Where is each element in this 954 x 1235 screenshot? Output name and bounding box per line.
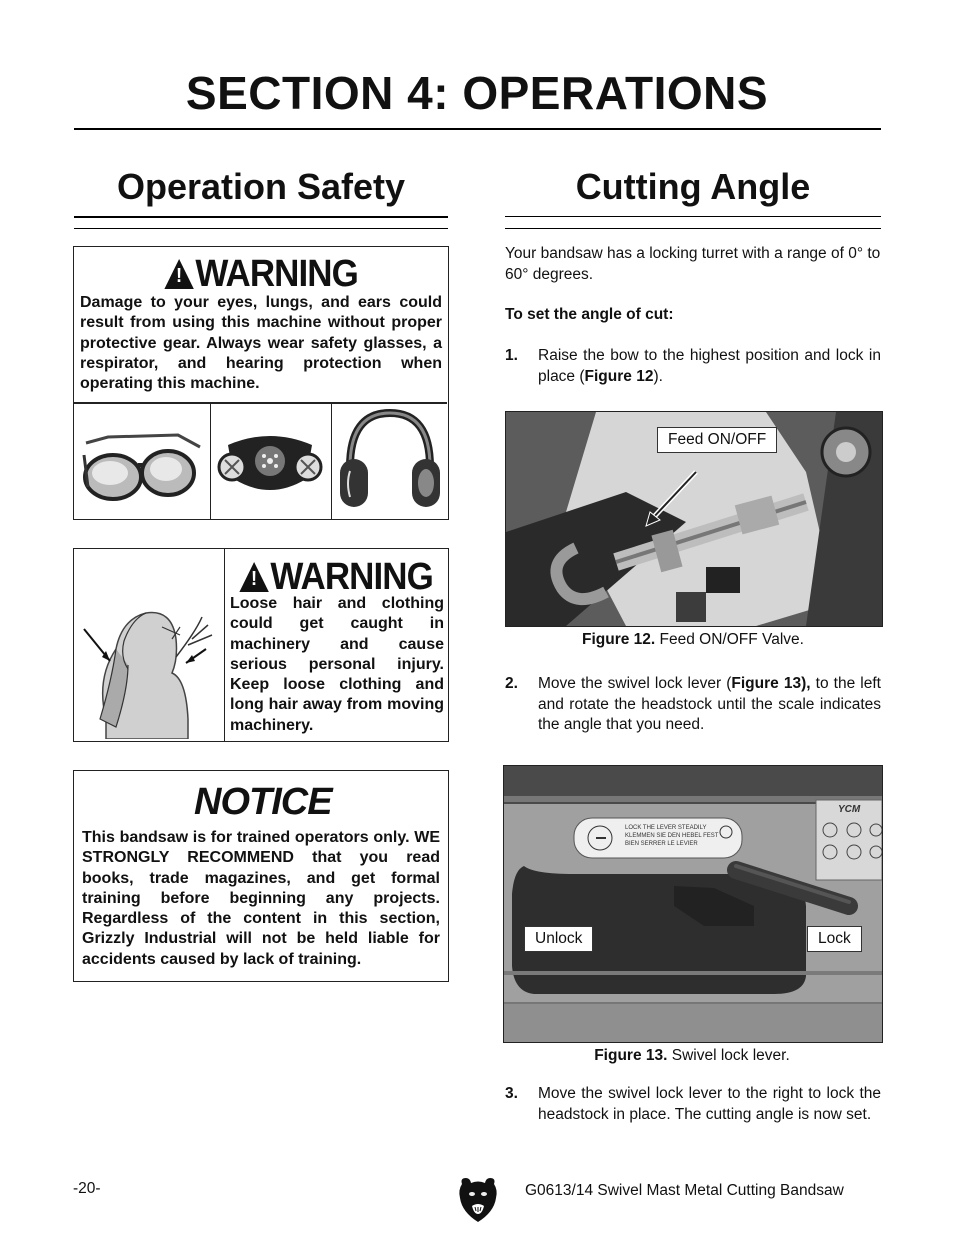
step-3: 3. Move the swivel lock lever to the right to lock the headstock in place. The cutting angle is now set. [505, 1085, 881, 1123]
right-heading-rule [505, 216, 881, 217]
step-2: 2. Move the swivel lock lever (Figure 13), to the left and rotate the headstock until the scale indicates the angle that you need. [505, 675, 881, 733]
notice-heading: NOTICE [194, 781, 332, 823]
right-heading-hairline [505, 228, 881, 229]
warning-triangle-icon: ! [239, 562, 268, 592]
footer-model: G0613/14 Swivel Mast Metal Cutting Bandsaw [525, 1182, 844, 1199]
figure-12-photo [505, 411, 883, 627]
figure-13-caption: Figure 13. Swivel lock lever. [594, 1047, 790, 1064]
left-heading-hairline [74, 228, 448, 229]
notice-text: This bandsaw is for trained operators only. WE STRONGLY RECOMMEND that you read books, trade magazines, and get formal training before beginning any projects. Regardless of the content in this section, Grizzly Industrial will not be held liable for accidents caused by lack of training. [82, 829, 440, 968]
figure-13-photo [503, 765, 883, 1043]
operation-safety-heading: Operation Safety [116, 166, 406, 207]
warning-heading: ! WARNING [89, 255, 433, 293]
grizzly-bear-logo [456, 1176, 500, 1224]
page-number: -20- [73, 1180, 101, 1197]
ycm-logo: YCM [838, 804, 861, 815]
feed-on-off-label: Feed ON/OFF [657, 427, 777, 453]
figure-12-caption: Figure 12. Feed ON/OFF Valve. [582, 631, 804, 648]
hearing-protection-icon [336, 407, 444, 515]
subheading: To set the angle of cut: [505, 306, 674, 323]
step-1: 1. Raise the bow to the highest position and lock in place (Figure 12). [505, 347, 881, 385]
intro-paragraph: Your bandsaw has a locking turret with a range of 0° to 60° degrees. [505, 245, 881, 283]
warning-text: Loose hair and clothing could get caught in machinery and cause serious personal injury. Keep loose clothing and long hair away from moving machinery. [230, 595, 444, 734]
notice-box [73, 770, 449, 982]
warning-loose-hair [73, 548, 449, 742]
warning-heading: ! WARNING [233, 558, 439, 596]
warning-text: Damage to your eyes, lungs, and ears could result from using this machine without proper protective gear. Always wear safety glasses, a respirator, and hearing protection when operating this machine. [80, 294, 442, 393]
section-title: SECTION 4: OPERATIONS [185, 67, 769, 119]
title-rule [74, 128, 881, 130]
respirator-icon [214, 409, 328, 513]
warning-protective-gear [73, 246, 449, 520]
lock-sticker-text: LOCK THE LEVER STEADILY KLEMMEN SIE DEN HEBEL FEST BIEN SERRER LE LEVIER [625, 825, 719, 847]
warning-triangle-icon: ! [164, 259, 193, 289]
cutting-angle-heading: Cutting Angle [575, 166, 811, 207]
unlock-label: Unlock [524, 926, 593, 952]
safety-glasses-icon [78, 407, 208, 515]
lock-label: Lock [807, 926, 862, 952]
left-heading-rule [74, 216, 448, 218]
woman-hair-illustration [76, 569, 222, 739]
